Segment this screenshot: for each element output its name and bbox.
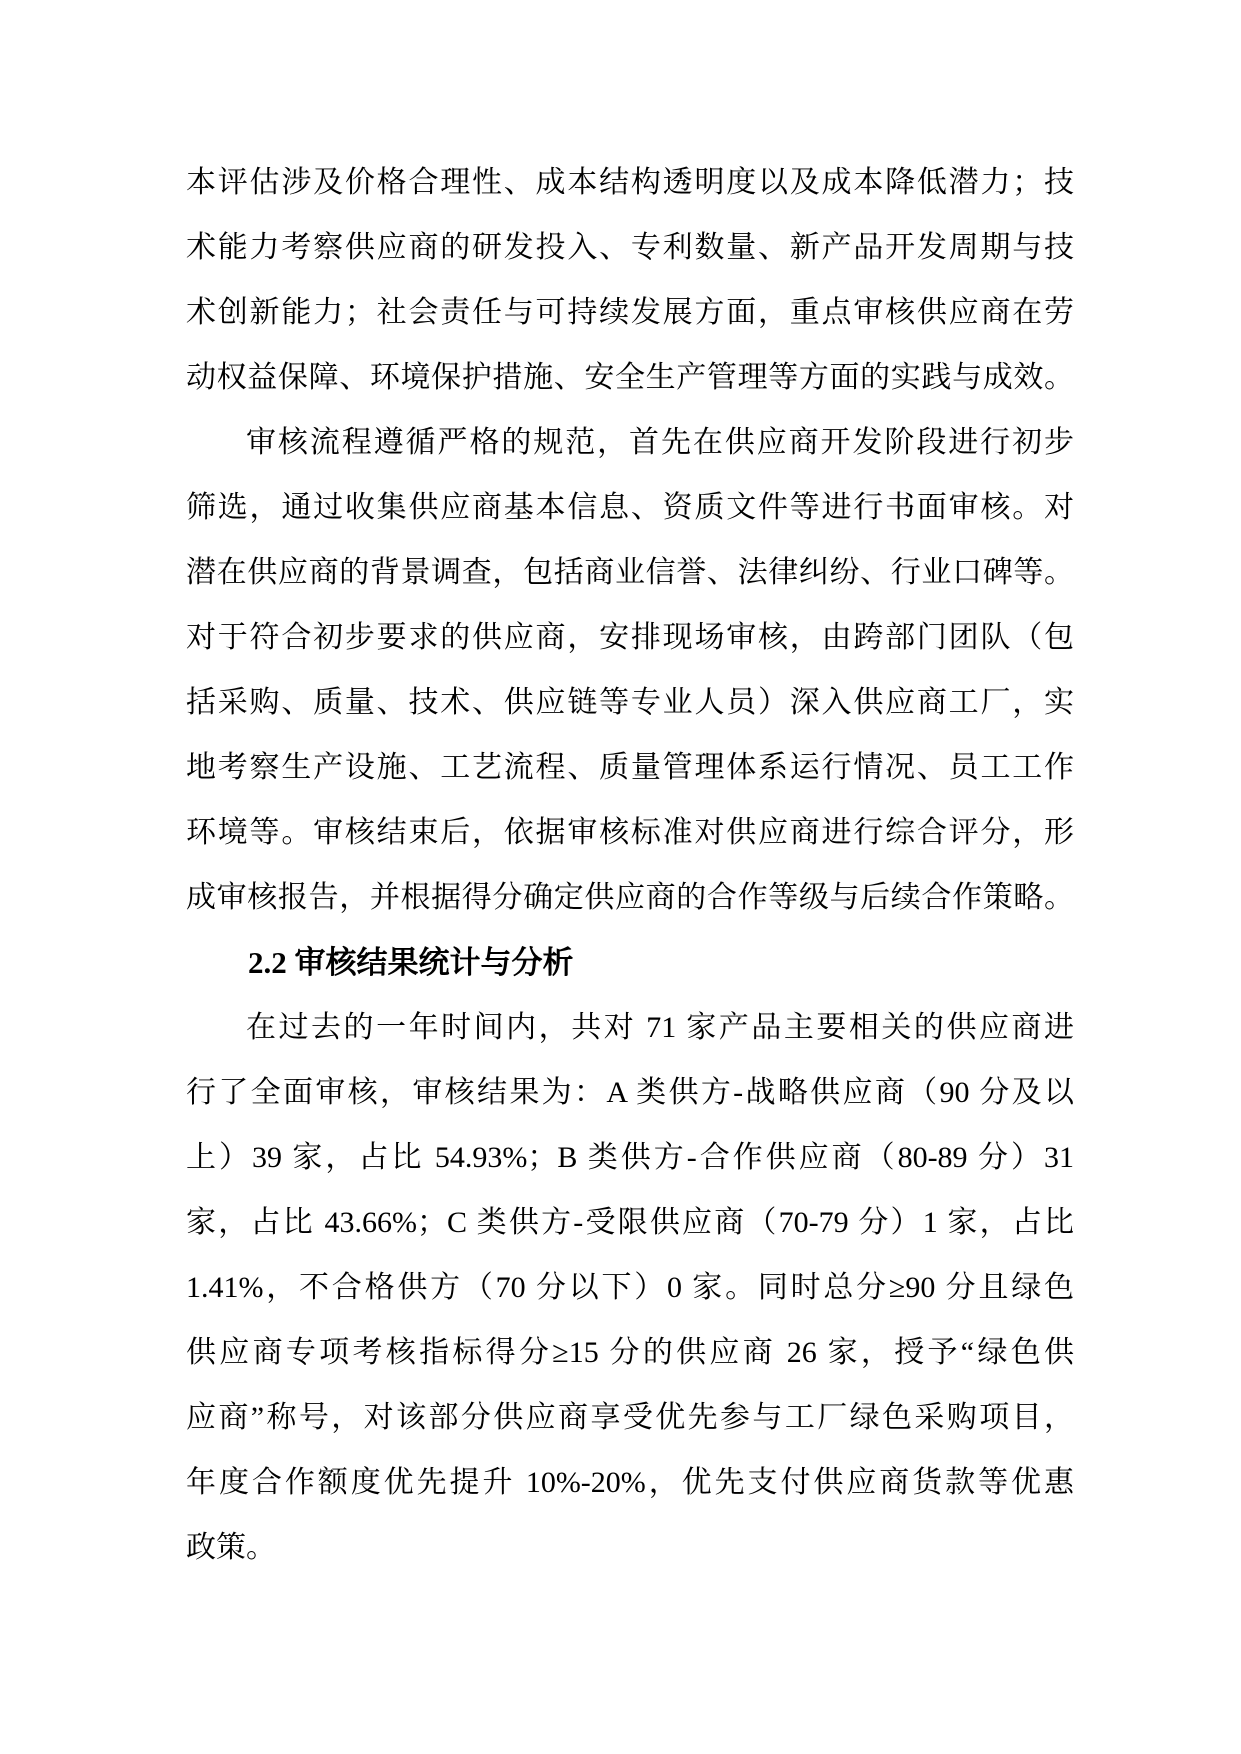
paragraph-audit-process	[186, 410, 1074, 930]
text-line: 1.41%，不合格供方（70 分以下）0 家。同时总分≥90 分且绿色	[186, 1271, 1074, 1304]
text-line: 括采购、质量、技术、供应链等专业人员）深入供应商工厂，实	[186, 686, 1074, 719]
section-heading: 2.2 审核结果统计与分析	[248, 945, 574, 980]
text-line: 动权益保障、环境保护措施、安全生产管理等方面的实践与成效。	[186, 361, 1074, 394]
text-line: 年度合作额度优先提升 10%-20%，优先支付供应商货款等优惠	[186, 1466, 1074, 1499]
text-line: 潜在供应商的背景调查，包括商业信誉、法律纠纷、行业口碑等。	[186, 556, 1074, 589]
text-line: 在过去的一年时间内，共对 71 家产品主要相关的供应商进	[246, 1011, 1074, 1044]
text-line: 对于符合初步要求的供应商，安排现场审核，由跨部门团队（包	[186, 621, 1074, 654]
paragraph-audit-results	[186, 995, 1074, 1580]
text-line: 行了全面审核，审核结果为：A 类供方-战略供应商（90 分及以	[186, 1076, 1074, 1109]
text-line: 环境等。审核结束后，依据审核标准对供应商进行综合评分，形	[186, 816, 1074, 849]
text-line: 本评估涉及价格合理性、成本结构透明度以及成本降低潜力；技	[186, 166, 1074, 199]
text-line: 术能力考察供应商的研发投入、专利数量、新产品开发周期与技	[186, 231, 1074, 264]
text-line: 成审核报告，并根据得分确定供应商的合作等级与后续合作策略。	[186, 881, 1074, 914]
text-line: 应商”称号，对该部分供应商享受优先参与工厂绿色采购项目，	[186, 1401, 1074, 1434]
text-line: 审核流程遵循严格的规范，首先在供应商开发阶段进行初步	[246, 426, 1074, 459]
page-content	[186, 150, 1074, 1580]
text-line: 家，占比 43.66%；C 类供方-受限供应商（70-79 分）1 家，占比	[186, 1206, 1074, 1239]
text-line: 政策。	[186, 1531, 276, 1564]
text-line: 术创新能力；社会责任与可持续发展方面，重点审核供应商在劳	[186, 296, 1074, 329]
text-line: 筛选，通过收集供应商基本信息、资质文件等进行书面审核。对	[186, 491, 1074, 524]
text-line: 上）39 家，占比 54.93%；B 类供方-合作供应商（80-89 分）31	[186, 1141, 1074, 1174]
text-line: 供应商专项考核指标得分≥15 分的供应商 26 家，授予“绿色供	[186, 1336, 1074, 1369]
text-line: 地考察生产设施、工艺流程、质量管理体系运行情况、员工工作	[186, 751, 1074, 784]
paragraph-continuation	[186, 150, 1074, 410]
